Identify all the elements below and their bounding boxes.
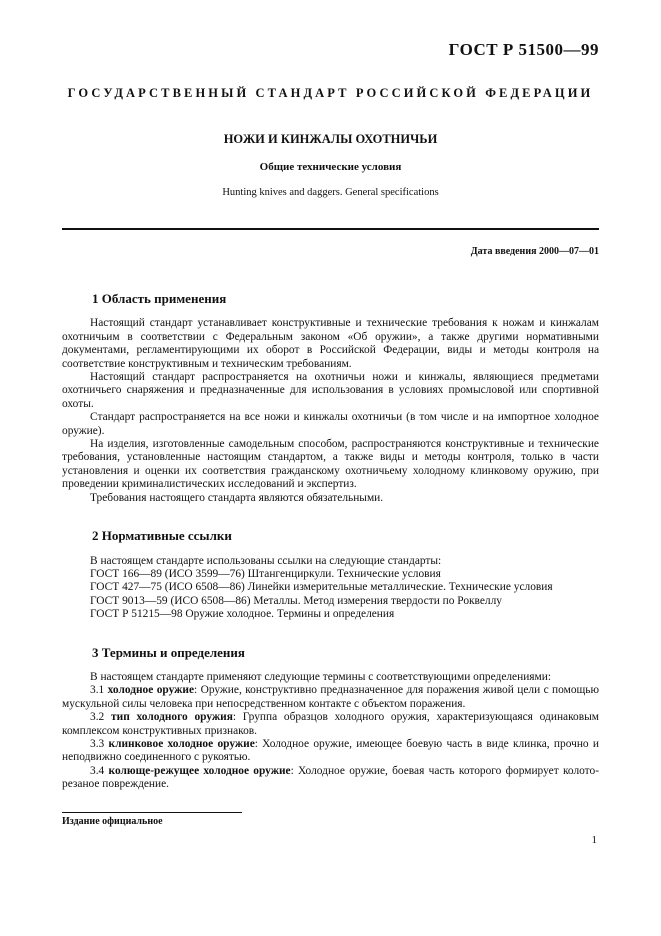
term-definition: [62, 738, 599, 765]
edition-label: Издание официальное: [62, 816, 163, 827]
section-1-paragraph: Настоящий стандарт распространяется на охотничьи ножи и кинжалы, являющиеся предметами охотничьего снаряжения и предназначенные для использования в условиях промысловой или спортивной охоты.: [62, 371, 599, 410]
reference-item: ГОСТ 9013—59 (ИСО 6508—86) Металлы. Метод измерения твердости по Роквеллу: [90, 594, 502, 607]
section-2-title: 2 Нормативные ссылки: [92, 528, 232, 544]
section-1-paragraph: Стандарт распространяется на все ножи и кинжалы охотничьи (в том числе и на импортное холодное оружие).: [62, 411, 599, 437]
section-1-paragraph: Настоящий стандарт устанавливает конструктивные и технические требования к ножам и кинжалам охотничьим в соответствии с Федеральным законом «Об оружии», а также другими нормативными документами, регламентирующими их оборот в Российской Федерации, виды и методы контроля на соответствие конструктивным и техническим требованиям.: [62, 317, 599, 370]
document-title-english: Hunting knives and daggers. General specifications: [222, 187, 439, 198]
spacer: [62, 622, 599, 636]
section-3-title: 3 Термины и определения: [92, 644, 245, 660]
reference-item: ГОСТ Р 51215—98 Оружие холодное. Термины и определения: [90, 608, 395, 621]
section-3-intro: В настоящем стандарте применяют следующие термины с соответствующими определениями:: [90, 670, 552, 683]
document-subtitle: Общие технические условия: [259, 161, 402, 173]
term-text: : Холодное оружие, имеющее боевую часть в виде клинка, прочно и неподвижно соединенного с рукоятью.: [62, 737, 599, 764]
introduction-date: Дата введения 2000—07—01: [470, 246, 599, 257]
document-body: [62, 282, 599, 792]
section-1-paragraph: Требования настоящего стандарта являются обязательными.: [90, 491, 384, 504]
section-1-paragraph: На изделия, изготовленные самодельным способом, распространяются конструктивные и технические требования, установленные настоящим стандартом, а также виды и методы контроля, только в части установления и оценки их соответствия гражданскому охотничьему холодному клинковому оружию, при проведении криминалистических исследований и экспертиз.: [62, 438, 599, 491]
spacer: [62, 505, 599, 519]
reference-item: ГОСТ 427—75 (ИСО 6508—86) Линейки измерительные металлические. Технические условия: [90, 581, 553, 594]
title-block: [62, 132, 599, 198]
federation-heading: ГОСУДАРСТВЕННЫЙ СТАНДАРТ РОССИЙСКОЙ ФЕДЕРАЦИИ: [67, 86, 594, 100]
term-definition: [62, 684, 599, 711]
term-number: 3.4: [90, 764, 105, 777]
title-divider: [62, 228, 599, 230]
term-number: 3.1: [90, 684, 105, 697]
section-1-title: 1 Область применения: [92, 291, 227, 306]
page-number: 1: [591, 834, 597, 846]
term-text: : Оружие, конструктивно предназначенное для поражения живой цели с помощью мускульной силы человека при непосредственном контакте с объектом поражения.: [62, 684, 600, 710]
term-name: холодное оружие: [107, 684, 195, 697]
term-number: 3.2: [90, 711, 105, 724]
reference-item: ГОСТ 166—89 (ИСО 3599—76) Штангенциркули. Технические условия: [90, 567, 441, 580]
term-text: : Группа образцов холодного оружия, характеризующаяся одинаковым комплексом конструктивных признаков.: [62, 711, 599, 737]
term-definition: [62, 711, 599, 738]
term-number: 3.3: [90, 737, 105, 750]
term-definition: [62, 765, 599, 792]
term-text: : Холодное оружие, боевая часть которого формирует колото-резаное повреждение.: [62, 764, 599, 791]
standard-number: ГОСТ Р 51500—99: [448, 40, 599, 59]
document-title: НОЖИ И КИНЖАЛЫ ОХОТНИЧЬИ: [223, 132, 438, 146]
term-name: клинковое холодное оружие: [108, 737, 255, 750]
term-name: тип холодного оружия: [111, 711, 233, 724]
section-2-intro: В настоящем стандарте использованы ссылки на следующие стандарты:: [90, 554, 442, 567]
footer-divider: [62, 812, 242, 813]
term-name: колюще-режущее холодное оружие: [108, 764, 291, 777]
